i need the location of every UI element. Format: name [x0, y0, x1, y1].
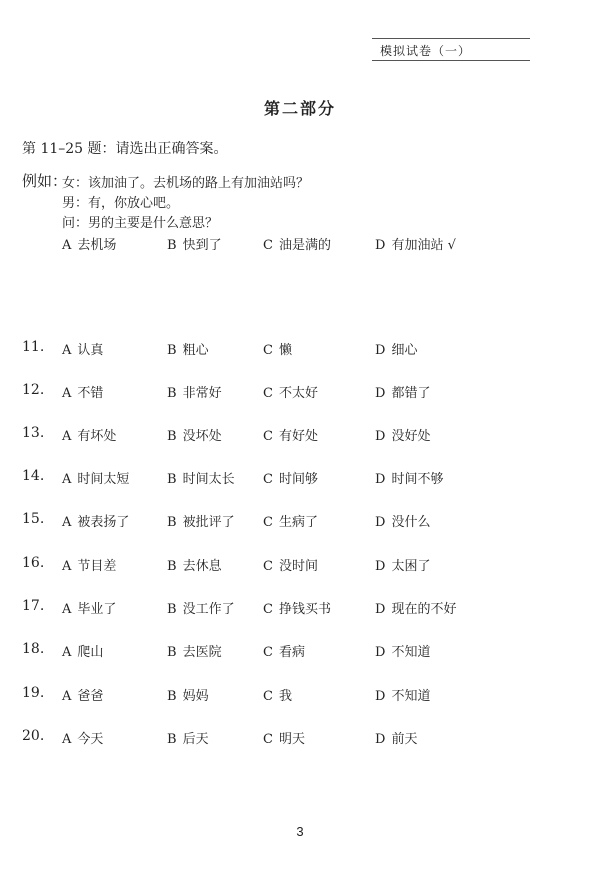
option-c: C 没时间 [263, 559, 318, 574]
option-d: D 都错了 [375, 386, 431, 401]
question-row [0, 382, 600, 402]
option-b: B 非常好 [167, 386, 222, 401]
question-number: 11. [22, 339, 45, 355]
option-c: C 生病了 [263, 515, 318, 530]
example-label: 例如： [22, 172, 68, 190]
header-bottom-rule [372, 60, 530, 61]
page-number: 3 [296, 824, 304, 839]
option-c: C 懒 [263, 343, 292, 358]
option-b: B 时间太长 [167, 472, 235, 487]
question-row [0, 511, 600, 531]
question-row [0, 685, 600, 705]
question-row [0, 425, 600, 445]
question-row [0, 339, 600, 359]
question-row [0, 555, 600, 575]
option-d: D 前天 [375, 732, 418, 747]
question-number: 15. [22, 511, 45, 527]
question-number: 17. [22, 598, 45, 614]
option-a: A 时间太短 [62, 472, 130, 487]
question-row [0, 728, 600, 748]
example-dialogue-line: 男：有，你放心吧。 [62, 196, 180, 211]
option-b: B 妈妈 [167, 689, 209, 704]
option-c: C 油是满的 [263, 238, 331, 253]
question-row [0, 468, 600, 488]
option-a: A 有坏处 [62, 429, 117, 444]
question-row [0, 641, 600, 661]
option-d: D 不知道 [375, 689, 431, 704]
option-d: D 没什么 [375, 515, 431, 530]
option-c: C 明天 [263, 732, 305, 747]
option-a: A 毕业了 [62, 602, 117, 617]
example-dialogue-line: 女：该加油了。去机场的路上有加油站吗？ [62, 176, 310, 191]
option-b: B 去休息 [167, 559, 222, 574]
option-d: D 细心 [375, 343, 418, 358]
section-title: 第二部分 [263, 99, 336, 118]
option-b: B 快到了 [167, 238, 222, 253]
option-b: B 没坏处 [167, 429, 222, 444]
option-a: A 节目差 [62, 559, 117, 574]
option-d: D 时间不够 [375, 472, 444, 487]
option-d: D 不知道 [375, 645, 431, 660]
question-number: 20. [22, 728, 45, 744]
example-question-line: 问：男的主要是什么意思？ [62, 216, 219, 231]
question-number: 12. [22, 382, 45, 398]
question-row [0, 598, 600, 618]
question-number: 13. [22, 425, 45, 441]
option-d: D 现在的不好 [375, 602, 457, 617]
option-b: B 后天 [167, 732, 209, 747]
option-a: A 被表扬了 [62, 515, 130, 530]
option-c: C 看病 [263, 645, 305, 660]
option-a: A 认真 [62, 343, 104, 358]
question-number: 19. [22, 685, 45, 701]
option-a: A 爸爸 [62, 689, 104, 704]
option-d-correct: D 有加油站 √ [375, 238, 456, 253]
option-c: C 挣钱买书 [263, 602, 331, 617]
option-a: A 爬山 [62, 645, 104, 660]
instruction-text: 第 11–25 题：请选出正确答案。 [22, 141, 228, 157]
option-c: C 有好处 [263, 429, 318, 444]
header-top-rule [372, 38, 530, 39]
option-b: B 粗心 [167, 343, 209, 358]
example-options-row [0, 234, 600, 254]
question-number: 14. [22, 468, 45, 484]
option-b: B 没工作了 [167, 602, 235, 617]
option-c: C 不太好 [263, 386, 318, 401]
option-d: D 没好处 [375, 429, 431, 444]
option-c: C 时间够 [263, 472, 318, 487]
option-a: A 去机场 [62, 238, 117, 253]
option-a: A 今天 [62, 732, 104, 747]
question-number: 18. [22, 641, 45, 657]
option-b: B 被批评了 [167, 515, 235, 530]
option-a: A 不错 [62, 386, 104, 401]
question-number: 16. [22, 555, 45, 571]
option-b: B 去医院 [167, 645, 222, 660]
header-title: 模拟试卷（一） [380, 44, 472, 58]
option-c: C 我 [263, 689, 292, 704]
option-d: D 太困了 [375, 559, 431, 574]
